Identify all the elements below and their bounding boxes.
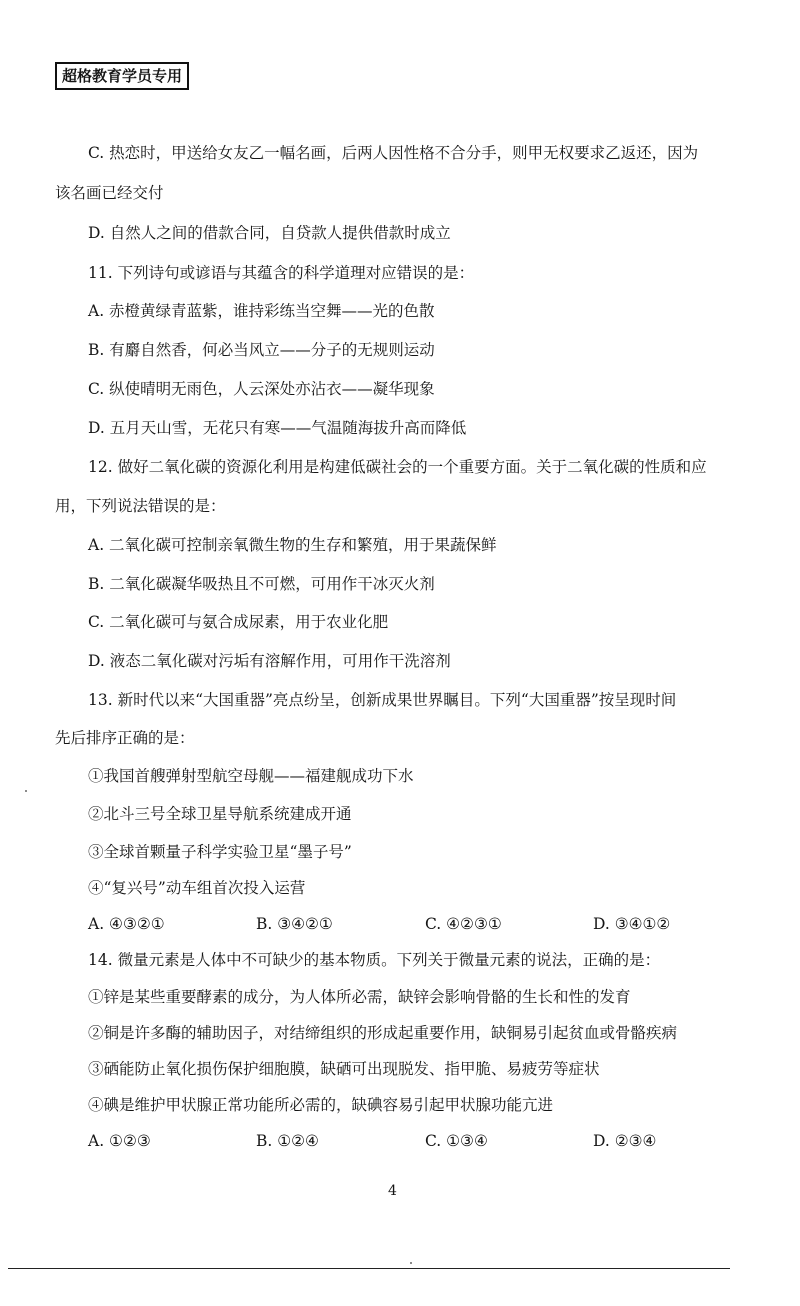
- q13-item-1: ①我国首艘弹射型航空母舰——福建舰成功下水: [88, 767, 414, 785]
- q13-option-b: B. ③④②①: [256, 915, 333, 933]
- q13-option-d: D. ③④①②: [593, 915, 671, 933]
- q13-option-a: A. ④③②①: [88, 915, 165, 933]
- q13-stem-line2: 先后排序正确的是：: [55, 729, 195, 747]
- q14-option-a: A. ①②③: [88, 1132, 151, 1150]
- q11-option-c: C. 纵使晴明无雨色，人云深处亦沾衣——凝华现象: [88, 380, 435, 398]
- q14-item-4: ④碘是维护甲状腺正常功能所必需的，缺碘容易引起甲状腺功能亢进: [88, 1096, 554, 1114]
- scan-speck: [410, 1262, 412, 1264]
- q11-option-b: B. 有麝自然香，何必当风立——分子的无规则运动: [88, 341, 435, 359]
- q12-stem-line1: 12. 做好二氧化碳的资源化利用是构建低碳社会的一个重要方面。关于二氧化碳的性质和应: [88, 458, 707, 476]
- q14-item-2: ②铜是许多酶的辅助因子，对结缔组织的形成起重要作用，缺铜易引起贫血或骨骼疾病: [88, 1024, 678, 1042]
- q13-stem-line1: 13. 新时代以来“大国重器”亮点纷呈，创新成果世界瞩目。下列“大国重器”按呈现时间: [88, 691, 677, 709]
- q10-option-d: D. 自然人之间的借款合同，自贷款人提供借款时成立: [88, 224, 451, 242]
- q14-option-c: C. ①③④: [425, 1132, 488, 1150]
- q14-option-d: D. ②③④: [593, 1132, 657, 1150]
- q11-stem: 11. 下列诗句或谚语与其蕴含的科学道理对应错误的是：: [88, 264, 475, 282]
- page-bottom-rule: [8, 1268, 730, 1269]
- q13-item-3: ③全球首颗量子科学实验卫星“墨子号”: [88, 843, 352, 861]
- q12-stem-line2: 用，下列说法错误的是：: [55, 497, 226, 515]
- q13-item-2: ②北斗三号全球卫星导航系统建成开通: [88, 805, 352, 823]
- q14-stem: 14. 微量元素是人体中不可缺少的基本物质。下列关于微量元素的说法，正确的是：: [88, 951, 661, 969]
- q13-item-4: ④“复兴号”动车组首次投入运营: [88, 879, 306, 897]
- student-only-badge: 超格教育学员专用: [55, 62, 189, 90]
- q12-option-c: C. 二氧化碳可与氨合成尿素，用于农业化肥: [88, 613, 389, 631]
- q14-item-1: ①锌是某些重要酵素的成分，为人体所必需，缺锌会影响骨骼的生长和性的发育: [88, 988, 631, 1006]
- q11-option-a: A. 赤橙黄绿青蓝紫，谁持彩练当空舞——光的色散: [88, 302, 435, 320]
- q10-option-c-line2: 该名画已经交付: [55, 184, 164, 202]
- q14-item-3: ③硒能防止氧化损伤保护细胞膜，缺硒可出现脱发、指甲脆、易疲劳等症状: [88, 1060, 600, 1078]
- q12-option-b: B. 二氧化碳凝华吸热且不可燃，可用作干冰灭火剂: [88, 575, 435, 593]
- q10-option-c-line1: C. 热恋时，甲送给女友乙一幅名画，后两人因性格不合分手，则甲无权要求乙返还，因为: [88, 144, 699, 162]
- q12-option-d: D. 液态二氧化碳对污垢有溶解作用，可用作干洗溶剂: [88, 652, 451, 670]
- q14-option-b: B. ①②④: [256, 1132, 319, 1150]
- q11-option-d: D. 五月天山雪，无花只有寒——气温随海拔升高而降低: [88, 419, 467, 437]
- q12-option-a: A. 二氧化碳可控制亲氧微生物的生存和繁殖，用于果蔬保鲜: [88, 536, 497, 554]
- page-number: 4: [388, 1183, 397, 1199]
- q13-option-c: C. ④②③①: [425, 915, 502, 933]
- scan-speck: [25, 790, 27, 792]
